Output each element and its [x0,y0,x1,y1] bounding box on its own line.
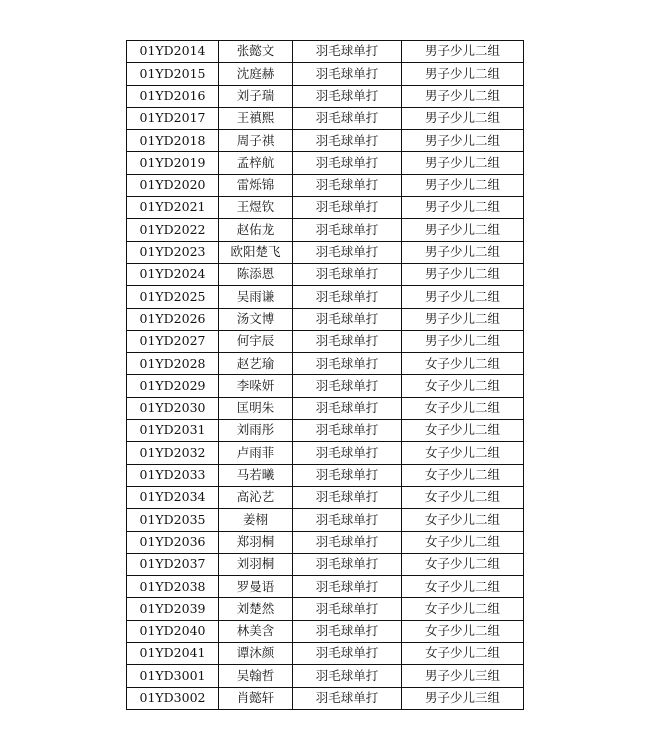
athlete-name-cell: 孟梓航 [219,152,293,174]
registration-number-cell: 01YD2025 [127,286,219,308]
athlete-name-cell: 姜栩 [219,509,293,531]
registration-number-cell: 01YD2022 [127,219,219,241]
registration-number-cell: 01YD2019 [127,152,219,174]
registration-number-cell: 01YD2040 [127,620,219,642]
event-cell: 羽毛球单打 [293,308,402,330]
age-group-cell: 男子少儿三组 [402,665,524,687]
age-group-cell: 男子少儿二组 [402,308,524,330]
registration-number-cell: 01YD2014 [127,41,219,63]
athlete-name-cell: 赵佑龙 [219,219,293,241]
athlete-name-cell: 刘雨彤 [219,420,293,442]
table-row [127,442,524,464]
table-row [127,687,524,709]
event-cell: 羽毛球单打 [293,286,402,308]
athlete-name-cell: 马若曦 [219,464,293,486]
event-cell: 羽毛球单打 [293,375,402,397]
age-group-cell: 男子少儿二组 [402,85,524,107]
event-cell: 羽毛球单打 [293,442,402,464]
table-row [127,63,524,85]
athlete-name-cell: 谭沐颜 [219,643,293,665]
table-row [127,130,524,152]
age-group-cell: 男子少儿二组 [402,219,524,241]
table-row [127,353,524,375]
registration-number-cell: 01YD2029 [127,375,219,397]
registration-number-cell: 01YD2031 [127,420,219,442]
age-group-cell: 女子少儿二组 [402,598,524,620]
registration-number-cell: 01YD2017 [127,107,219,129]
table-row [127,665,524,687]
event-cell: 羽毛球单打 [293,553,402,575]
registration-number-cell: 01YD2041 [127,643,219,665]
event-cell: 羽毛球单打 [293,643,402,665]
age-group-cell: 女子少儿二组 [402,464,524,486]
table-row [127,241,524,263]
age-group-cell: 男子少儿二组 [402,330,524,352]
event-cell: 羽毛球单打 [293,330,402,352]
table-row [127,85,524,107]
event-cell: 羽毛球单打 [293,486,402,508]
age-group-cell: 男子少儿二组 [402,263,524,285]
table-row [127,576,524,598]
event-cell: 羽毛球单打 [293,397,402,419]
athlete-name-cell: 郑羽桐 [219,531,293,553]
registration-number-cell: 01YD2034 [127,486,219,508]
table-row [127,486,524,508]
age-group-cell: 男子少儿二组 [402,41,524,63]
registration-number-cell: 01YD3002 [127,687,219,709]
event-cell: 羽毛球单打 [293,85,402,107]
registration-number-cell: 01YD2018 [127,130,219,152]
age-group-cell: 男子少儿二组 [402,174,524,196]
registration-number-cell: 01YD2033 [127,464,219,486]
registration-number-cell: 01YD2038 [127,576,219,598]
event-cell: 羽毛球单打 [293,63,402,85]
event-cell: 羽毛球单打 [293,152,402,174]
event-cell: 羽毛球单打 [293,107,402,129]
age-group-cell: 女子少儿二组 [402,375,524,397]
athlete-name-cell: 何宇辰 [219,330,293,352]
registration-number-cell: 01YD2030 [127,397,219,419]
athlete-name-cell: 肖懿轩 [219,687,293,709]
athlete-name-cell: 匡明朱 [219,397,293,419]
table-row [127,509,524,531]
table-row [127,420,524,442]
table-row [127,107,524,129]
event-cell: 羽毛球单打 [293,598,402,620]
athlete-name-cell: 卢雨菲 [219,442,293,464]
table-row [127,375,524,397]
age-group-cell: 女子少儿二组 [402,486,524,508]
athlete-name-cell: 陈添恩 [219,263,293,285]
registration-number-cell: 01YD3001 [127,665,219,687]
age-group-cell: 男子少儿二组 [402,107,524,129]
registration-number-cell: 01YD2024 [127,263,219,285]
athlete-name-cell: 刘羽桐 [219,553,293,575]
athlete-name-cell: 汤文博 [219,308,293,330]
registration-number-cell: 01YD2032 [127,442,219,464]
registration-number-cell: 01YD2023 [127,241,219,263]
athlete-name-cell: 高沁艺 [219,486,293,508]
registration-number-cell: 01YD2021 [127,197,219,219]
age-group-cell: 男子少儿二组 [402,197,524,219]
registration-number-cell: 01YD2039 [127,598,219,620]
table-row [127,219,524,241]
age-group-cell: 女子少儿二组 [402,397,524,419]
table-row [127,263,524,285]
athlete-name-cell: 刘楚然 [219,598,293,620]
event-cell: 羽毛球单打 [293,620,402,642]
event-cell: 羽毛球单打 [293,130,402,152]
athlete-name-cell: 刘子瑞 [219,85,293,107]
age-group-cell: 男子少儿二组 [402,130,524,152]
table-row [127,308,524,330]
event-cell: 羽毛球单打 [293,174,402,196]
table-row [127,531,524,553]
athlete-name-cell: 林美含 [219,620,293,642]
event-cell: 羽毛球单打 [293,241,402,263]
age-group-cell: 女子少儿二组 [402,531,524,553]
event-cell: 羽毛球单打 [293,420,402,442]
table-row [127,330,524,352]
athlete-name-cell: 周子祺 [219,130,293,152]
age-group-cell: 男子少儿二组 [402,241,524,263]
registration-number-cell: 01YD2016 [127,85,219,107]
age-group-cell: 女子少儿二组 [402,420,524,442]
athlete-name-cell: 雷烁锦 [219,174,293,196]
table-row [127,397,524,419]
athlete-name-cell: 张懿文 [219,41,293,63]
age-group-cell: 男子少儿二组 [402,152,524,174]
age-group-cell: 女子少儿二组 [402,576,524,598]
athlete-name-cell: 罗曼语 [219,576,293,598]
table-row [127,643,524,665]
age-group-cell: 女子少儿二组 [402,509,524,531]
registration-number-cell: 01YD2035 [127,509,219,531]
age-group-cell: 女子少儿二组 [402,620,524,642]
table-row [127,197,524,219]
event-cell: 羽毛球单打 [293,197,402,219]
table-row [127,41,524,63]
table-row [127,286,524,308]
age-group-cell: 女子少儿二组 [402,442,524,464]
age-group-cell: 男子少儿二组 [402,286,524,308]
table-row [127,152,524,174]
age-group-cell: 女子少儿二组 [402,353,524,375]
athlete-name-cell: 沈庭赫 [219,63,293,85]
table-row [127,553,524,575]
registration-number-cell: 01YD2020 [127,174,219,196]
event-cell: 羽毛球单打 [293,41,402,63]
event-cell: 羽毛球单打 [293,665,402,687]
table-row [127,620,524,642]
event-cell: 羽毛球单打 [293,509,402,531]
table-row [127,174,524,196]
event-cell: 羽毛球单打 [293,576,402,598]
registration-number-cell: 01YD2027 [127,330,219,352]
event-cell: 羽毛球单打 [293,531,402,553]
event-cell: 羽毛球单打 [293,219,402,241]
table-row [127,464,524,486]
age-group-cell: 女子少儿二组 [402,553,524,575]
registration-number-cell: 01YD2015 [127,63,219,85]
event-cell: 羽毛球单打 [293,263,402,285]
athlete-name-cell: 王煜钦 [219,197,293,219]
registration-number-cell: 01YD2036 [127,531,219,553]
registration-number-cell: 01YD2026 [127,308,219,330]
event-cell: 羽毛球单打 [293,353,402,375]
registration-table-body [127,41,524,710]
athlete-name-cell: 吴翰哲 [219,665,293,687]
athlete-name-cell: 赵艺瑜 [219,353,293,375]
registration-number-cell: 01YD2037 [127,553,219,575]
athlete-name-cell: 李哚妍 [219,375,293,397]
event-cell: 羽毛球单打 [293,464,402,486]
age-group-cell: 男子少儿二组 [402,63,524,85]
age-group-cell: 男子少儿三组 [402,687,524,709]
registration-number-cell: 01YD2028 [127,353,219,375]
athlete-name-cell: 吴雨谦 [219,286,293,308]
event-cell: 羽毛球单打 [293,687,402,709]
registration-table [126,40,524,710]
athlete-name-cell: 王禛熙 [219,107,293,129]
athlete-name-cell: 欧阳楚飞 [219,241,293,263]
table-row [127,598,524,620]
age-group-cell: 女子少儿二组 [402,643,524,665]
